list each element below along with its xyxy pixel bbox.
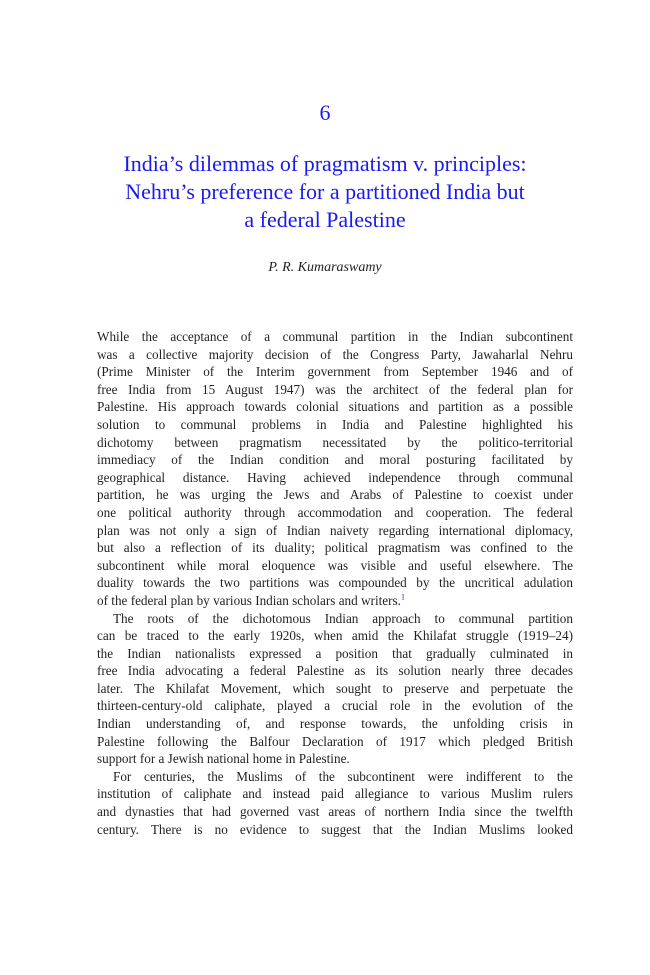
paragraph	[97, 768, 573, 838]
chapter-number: 6	[319, 100, 331, 125]
chapter-title-line: Nehru’s preference for a partitioned India but	[125, 179, 525, 204]
text-line: the Indian nationalists expressed a position that gradually culminated in	[97, 645, 573, 661]
footnote-reference[interactable]: 1	[400, 592, 405, 602]
text-line: (Prime Minister of the Interim government from September 1946 and of	[97, 364, 573, 380]
text-line: can be traced to the early 1920s, when amid the Khilafat struggle (1919–24)	[97, 628, 573, 644]
text-line: institution of caliphate and instead paid allegiance to various Muslim rulers	[97, 786, 573, 802]
text-line: subcontinent while moral eloquence was visible and useful elsewhere. The	[97, 557, 573, 573]
text-line	[97, 592, 573, 610]
text-line: Palestine. His approach towards colonial situations and partition as a possible	[97, 399, 573, 415]
chapter-title-line: India’s dilemmas of pragmatism v. principles:	[123, 151, 527, 176]
paragraph	[97, 610, 573, 768]
text-line: immediacy of the Indian condition and moral posturing facilitated by	[97, 452, 573, 468]
text-line: While the acceptance of a communal partition in the Indian subcontinent	[97, 329, 573, 344]
text-line: century. There is no evidence to suggest that the Indian Muslims looked	[97, 821, 573, 837]
text-line: geographical distance. Having achieved independence through communal	[97, 469, 573, 485]
text-line: free India from 15 August 1947) was the architect of the federal plan for	[97, 381, 573, 397]
text-line: solution to communal problems in India and Palestine highlighted his	[97, 416, 573, 432]
text-line: The roots of the dichotomous Indian approach to communal partition	[113, 610, 573, 626]
chapter-author: P. R. Kumaraswamy	[268, 260, 382, 275]
text-line: For centuries, the Muslims of the subcontinent were indifferent to the	[113, 768, 573, 784]
paragraph	[97, 328, 573, 610]
text-line: thirteen-century-old caliphate, played a crucial role in the evolution of the	[97, 698, 573, 714]
chapter-title	[80, 150, 570, 234]
text-line: and dynasties that had governed vast areas of northern India since the twelfth	[97, 804, 573, 820]
text-line: free India advocating a federal Palestine as its solution nearly three decades	[97, 663, 573, 679]
text-line: support for a Jewish national home in Palestine.	[97, 751, 350, 767]
chapter-title-line: a federal Palestine	[244, 207, 406, 232]
text-line: was a collective majority decision of the Congress Party, Jawaharlal Nehru	[97, 346, 573, 362]
text-line: partition, he was urging the Jews and Arabs of Palestine to coexist under	[97, 487, 573, 503]
text-line: later. The Khilafat Movement, which sought to preserve and perpetuate the	[97, 680, 573, 696]
text-line: but also a reflection of its duality; political pragmatism was confined to the	[97, 540, 573, 556]
body-text	[97, 328, 573, 838]
text-line: Palestine following the Balfour Declaration of 1917 which pledged British	[97, 733, 573, 749]
text-line: Indian understanding of, and response towards, the unfolding crisis in	[97, 716, 573, 732]
text-line: dichotomy between pragmatism necessitated by the politico-territorial	[97, 434, 573, 450]
text-line: duality towards the two partitions was compounded by the uncritical adulation	[97, 575, 573, 591]
text-line: one political authority through accommodation and cooperation. The federal	[97, 504, 573, 520]
text-line-content: of the federal plan by various Indian scholars and writers.	[97, 592, 401, 608]
text-line: plan was not only a sign of Indian naivety regarding international diplomacy,	[97, 522, 573, 538]
